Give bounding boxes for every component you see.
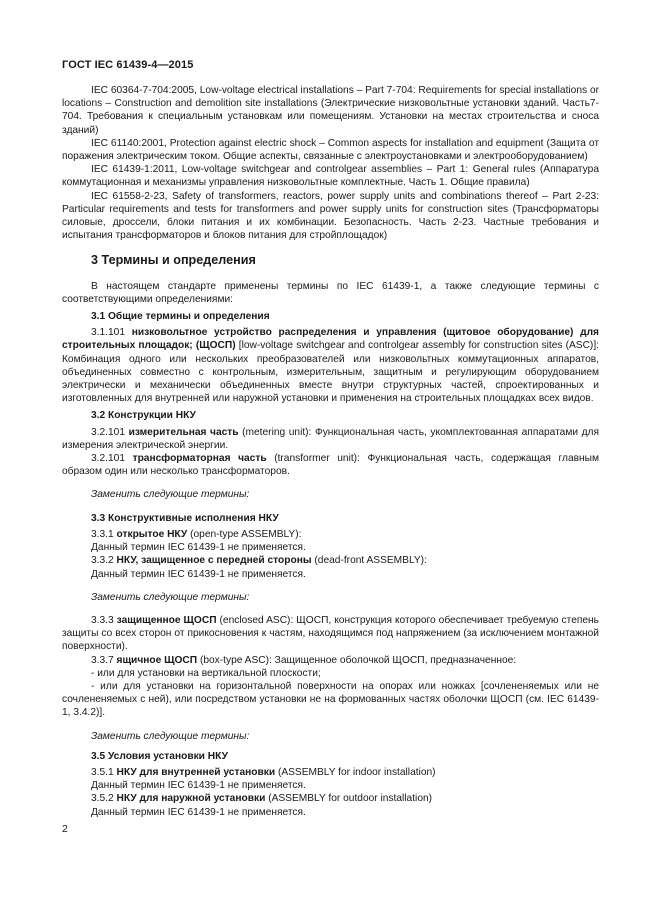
term-definition: (enclosed ASC): ЩОСП, конструкция которого обеспечивает требуемую степень защиты со всех сторон от прикосновения к частям, находящимся под напряжением (за исключением монтажной поверхности). — [62, 614, 599, 653]
term-definition: [low-voltage switchgear and controlgear assembly for construction sites (ASC)]: Комбинация одного или нескольких преобразователей или низковольтных коммутационных аппаратов, объединенных совместно с контрольным, измерительным, защитным и регулирующим оборудованием электрически и механически объединенных вместе внутри структурных частей, спроектированных и изготовленных для внутренней или наружной установки и применения на строительных площадках всех видов. — [62, 340, 599, 405]
term-definition: (ASSEMBLY for outdoor installation) — [268, 793, 433, 805]
term-3-1-101 — [62, 326, 599, 405]
term-definition: (transformer unit): Функциональная часть, содержащая главным образом один или несколько трансформаторов. — [62, 453, 599, 478]
term-number: 3.3.2 — [91, 555, 114, 567]
term-definition: (open-type ASSEMBLY): — [190, 528, 302, 540]
reference-iec-61439-1: IEC 61439-1:2011, Low-voltage switchgear and controlgear assemblies – Part 1: General rules (Аппаратура коммутационная и механизмы управления низковольтные комплектные. Часть 1. Общие правила) — [62, 164, 599, 189]
reference-iec-60364: IEC 60364-7-704:2005, Low-voltage electrical installations – Part 7-704: Requirements for special installations or locations – Construction and demolition site installations (Электрические низковольтные установки зданий. Часть7-704. Требования к специальным установкам или помещениям. Установки на местах строительства и сноса зданий) — [62, 85, 599, 136]
term-name: низковольтное устройство распределения и управления (щитовое оборудование) для строительных площадок; (ЩОСП) — [62, 327, 599, 352]
replace-terms-note-3: Заменить следующие термины: — [91, 730, 250, 742]
term-number: 3.3.1 — [91, 528, 114, 540]
term-name: ящичное ЩОСП — [116, 654, 198, 666]
subsection-3-2-title: 3.2 Конструкции НКУ — [91, 410, 196, 422]
term-3-2-101-transformer — [62, 452, 599, 478]
replace-terms-note-2: Заменить следующие термины: — [91, 591, 250, 603]
term-name: трансформаторная часть — [132, 453, 267, 465]
term-3-2-101-metering — [62, 426, 599, 452]
reference-iec-61558: IEC 61558-2-23, Safety of transformers, reactors, power supply units and combinations thereof – Part 2-23: Particular requirements and tests for transformers and power supply units for construction sites (Трансформаторы силовые, дроссели, блоки питания и их комбинации. Безопасность. Часть 2-23. Частные требования и испытания трансформаторов и блоков питания для стройплощадок) — [62, 190, 599, 242]
term-3-5-2 — [62, 792, 599, 805]
reference-iec-61140: IEC 61140:2001, Protection against electric shock – Common aspects for installation and equipment (Защита от поражения электрическим током. Общие аспекты, связанные с электроустановками и электрооборудованием) — [62, 137, 599, 163]
subsection-3-3-title: 3.3 Конструктивные исполнения НКУ — [91, 512, 279, 524]
term-3-3-2 — [62, 554, 599, 567]
term-name: открытое НКУ — [116, 528, 188, 540]
term-definition: (box-type ASC): Защищенное оболочкой ЩОСП, предназначенное: — [199, 654, 517, 666]
term-number: 3.5.2 — [91, 793, 114, 805]
term-3-3-7-list-item-2: - или для установки на горизонтальной поверхности на опорах или ножках [сочлененяемых или не сочлененяемых с ней), или посредством установки не на формованных частях оболочки ЩОСП (см. IEC 61439-1, 3.4.2)]. — [62, 680, 599, 719]
replace-terms-note-1: Заменить следующие термины: — [91, 489, 250, 501]
term-number: 3.2.101 — [91, 453, 125, 465]
term-name: НКУ для наружной установки — [116, 793, 266, 805]
term-definition: (ASSEMBLY for indoor installation) — [277, 766, 436, 778]
term-3-5-1-note: Данный термин IEC 61439-1 не применяется. — [91, 780, 306, 792]
term-3-3-3 — [62, 614, 599, 654]
subsection-3-1-title: 3.1 Общие термины и определения — [91, 311, 270, 323]
term-name: измерительная часть — [128, 426, 239, 438]
page-number: 2 — [62, 823, 68, 835]
section-3-title: 3 Термины и определения — [91, 253, 256, 268]
term-number: 3.5.1 — [91, 766, 114, 778]
term-3-3-7 — [62, 654, 599, 667]
term-3-5-1 — [62, 766, 599, 779]
term-3-5-2-note: Данный термин IEC 61439-1 не применяется. — [91, 806, 306, 818]
term-3-3-1 — [62, 528, 599, 541]
subsection-3-5-title: 3.5 Условия установки НКУ — [91, 750, 228, 762]
term-name: защищенное ЩОСП — [116, 614, 217, 626]
term-number: 3.3.7 — [91, 654, 114, 666]
term-number: 3.2.101 — [91, 426, 125, 438]
term-3-3-2-note: Данный термин IEC 61439-1 не применяется. — [91, 568, 306, 580]
term-definition: (dead-front ASSEMBLY): — [314, 555, 427, 567]
section-3-intro: В настоящем стандарте применены термины по IEC 61439-1, а также следующие термины с соответствующими определениями: — [62, 280, 599, 305]
term-name: НКУ, защищенное с передней стороны — [116, 555, 312, 567]
term-number: 3.1.101 — [91, 327, 125, 339]
document-code-header: ГОСТ IEC 61439-4—2015 — [62, 59, 194, 71]
term-number: 3.3.3 — [91, 614, 114, 626]
term-3-3-7-list-item-1: - или для установки на вертикальной плоскости; — [91, 667, 321, 679]
term-definition: (metering unit): Функциональная часть, укомплектованная аппаратами для измерения электрической энергии. — [62, 426, 599, 451]
term-3-3-1-note: Данный термин IEC 61439-1 не применяется. — [91, 542, 306, 554]
document-body — [62, 84, 599, 819]
term-name: НКУ для внутренней установки — [116, 766, 276, 778]
